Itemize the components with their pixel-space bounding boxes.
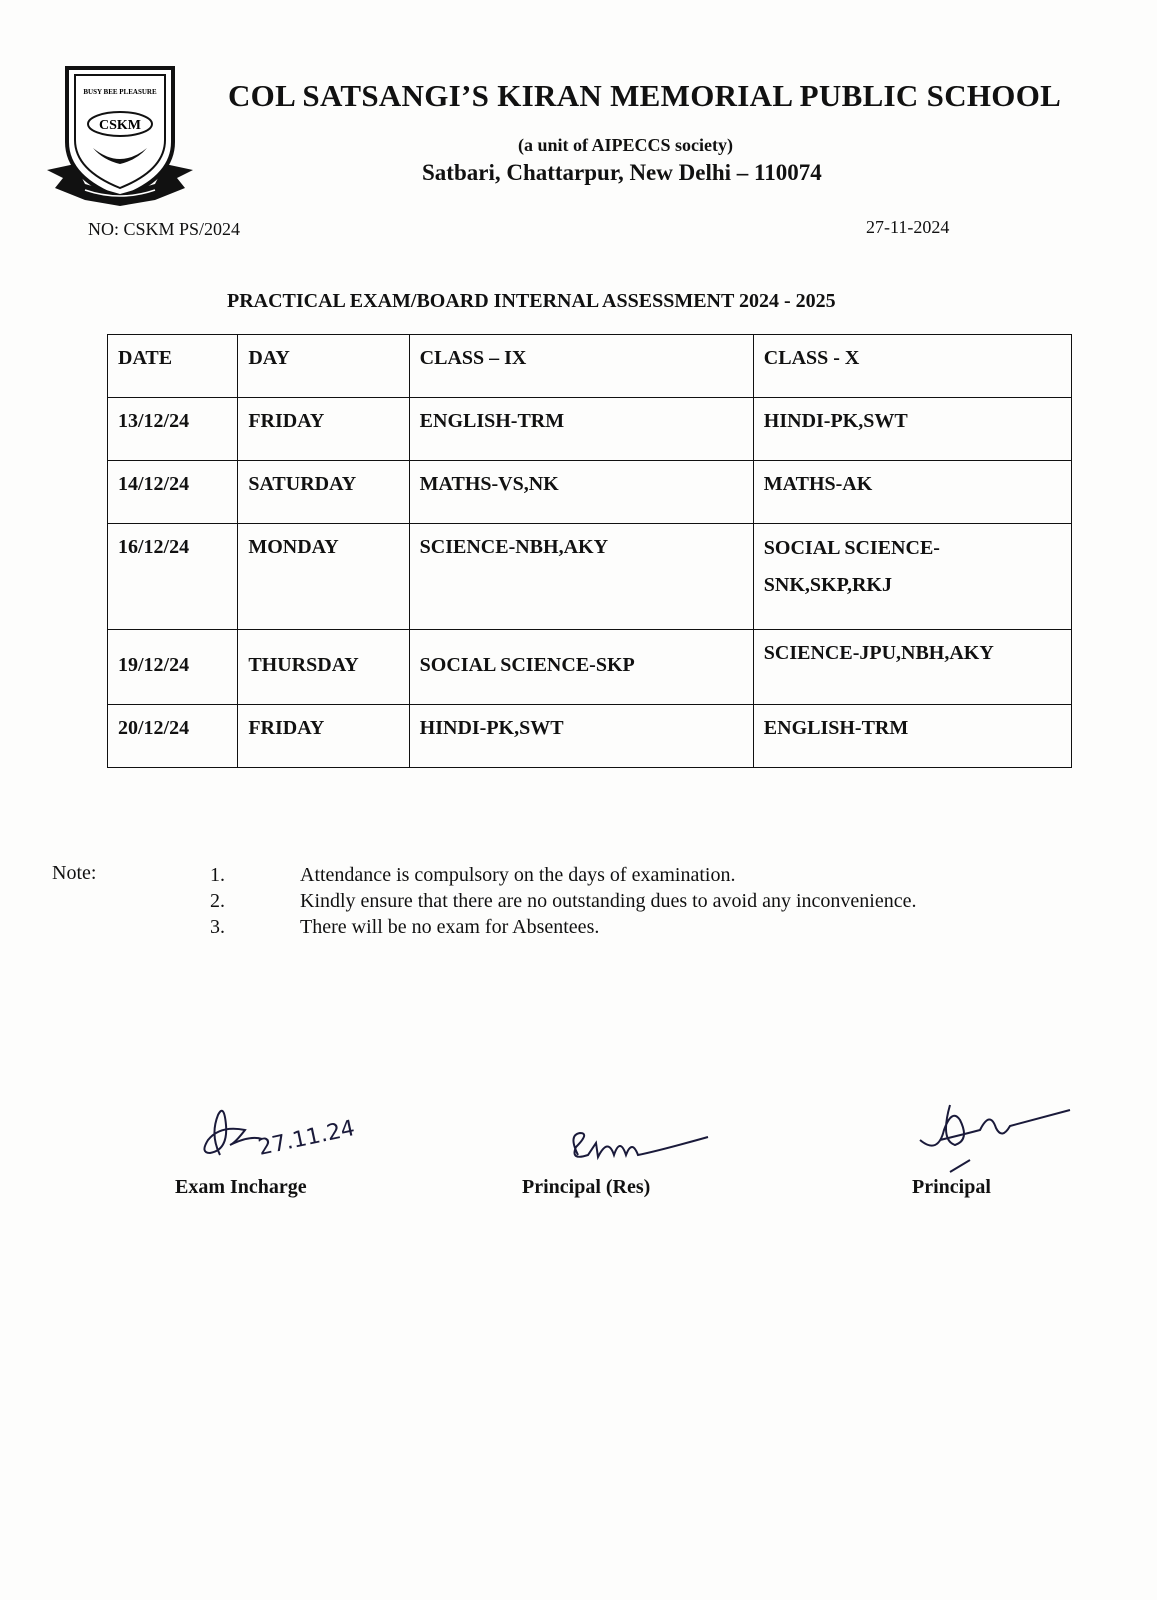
note-item [210,862,916,888]
header-class-x: CLASS - X [753,335,1071,398]
principal-signature [910,1100,1075,1180]
note-label: Note: [52,862,97,884]
cell-date: 13/12/24 [108,398,238,461]
cell-class-x: SCIENCE-JPU,NBH,AKY [753,630,1071,705]
table-row [108,398,1072,461]
principal-label: Principal [912,1176,991,1198]
cell-class-ix: SCIENCE-NBH,AKY [409,524,753,630]
school-address: Satbari, Chattarpur, New Delhi – 110074 [422,160,822,185]
cell-date: 19/12/24 [108,630,238,705]
exam-incharge-label: Exam Incharge [175,1176,307,1198]
cell-class-x: HINDI-PK,SWT [753,398,1071,461]
logo-monogram: CSKM [99,118,141,133]
header-class-ix: CLASS – IX [409,335,753,398]
note-item [210,888,916,914]
cell-day: MONDAY [238,524,409,630]
note-item [210,914,916,940]
table-header-row [108,335,1072,398]
cell-class-ix: MATHS-VS,NK [409,461,753,524]
table-row [108,524,1072,630]
table-row [108,630,1072,705]
cell-class-ix: HINDI-PK,SWT [409,705,753,768]
cell-date: 16/12/24 [108,524,238,630]
school-logo [45,60,195,210]
reference-number: NO: CSKM PS/2024 [88,219,241,239]
cell-class-x-line2: SNK,SKP,RKJ [763,574,892,596]
table-row [108,705,1072,768]
note-text: Kindly ensure that there are no outstanding dues to avoid any inconvenience. [300,890,917,912]
note-number: 3. [210,916,225,938]
school-name: COL SATSANGI’S KIRAN MEMORIAL PUBLIC SCHOOL [228,78,1062,113]
principal-res-signature [568,1125,728,1175]
cell-date: 20/12/24 [108,705,238,768]
cell-day: SATURDAY [238,461,409,524]
exam-incharge-signature-date: 27.11.24 [256,1116,358,1161]
cell-date: 14/12/24 [108,461,238,524]
principal-res-label: Principal (Res) [522,1176,651,1198]
cell-class-ix: SOCIAL SCIENCE-SKP [409,630,753,705]
cell-class-x: MATHS-AK [753,461,1071,524]
cell-class-x: ENGLISH-TRM [753,705,1071,768]
cell-class-x-line1: SOCIAL SCIENCE- [763,537,940,559]
header-date: DATE [108,335,238,398]
document-title: PRACTICAL EXAM/BOARD INTERNAL ASSESSMENT 2024 - 2025 [227,290,836,312]
exam-incharge-signature [190,1095,380,1175]
notes-list [210,862,916,940]
logo-motto: BUSY BEE PLEASURE [83,88,157,96]
note-number: 1. [210,864,225,886]
note-number: 2. [210,890,225,912]
header-day: DAY [238,335,409,398]
cell-day: FRIDAY [238,705,409,768]
document-date: 27-11-2024 [866,217,950,237]
school-unit: (a unit of AIPECCS society) [518,135,733,155]
cell-day: THURSDAY [238,630,409,705]
cell-day: FRIDAY [238,398,409,461]
note-text: Attendance is compulsory on the days of examination. [300,864,736,886]
cell-class-ix: ENGLISH-TRM [409,398,753,461]
cell-class-x [753,524,1071,630]
note-text: There will be no exam for Absentees. [300,916,600,938]
table-row [108,461,1072,524]
exam-schedule-table [107,334,1072,768]
